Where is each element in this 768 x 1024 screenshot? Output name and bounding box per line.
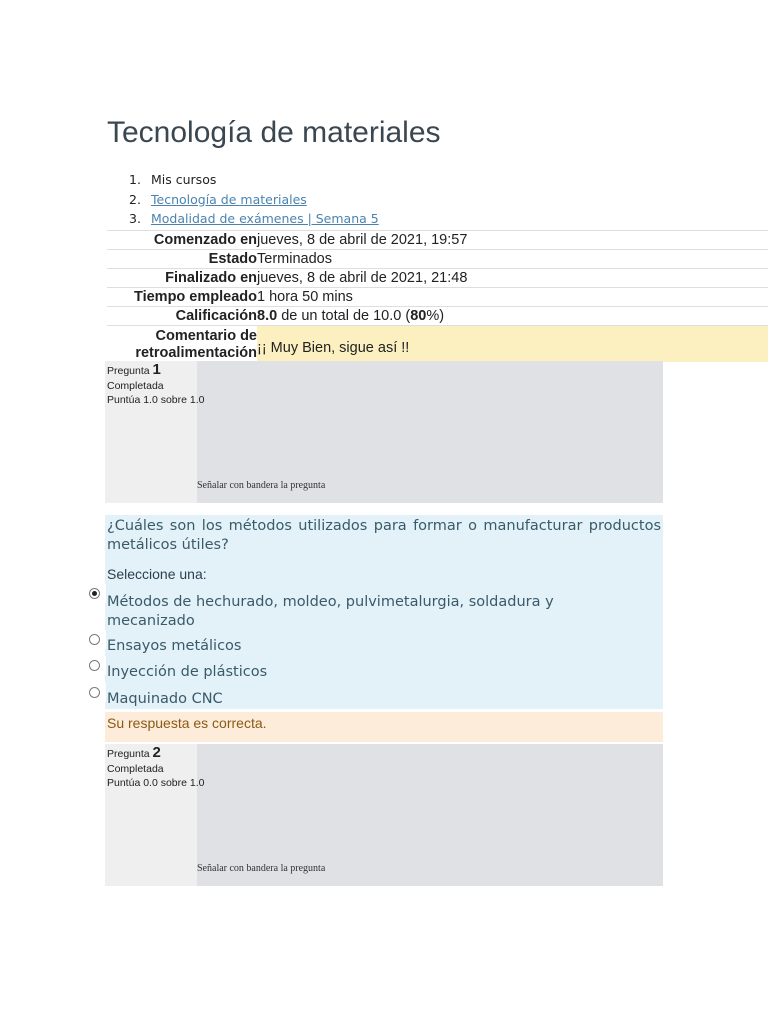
summary-row-grade — [107, 307, 768, 326]
answer-feedback — [105, 712, 663, 742]
grade-percent: 80 — [410, 308, 427, 324]
answer-prompt: Seleccione una: — [107, 566, 207, 582]
breadcrumb-item — [129, 170, 749, 190]
breadcrumb-exam-link[interactable]: Modalidad de exámenes | Semana 5 — [151, 211, 379, 226]
question-heading — [107, 363, 205, 379]
grade-percent-suffix: %) — [426, 308, 445, 324]
question-label: Pregunta — [107, 748, 150, 760]
radio-circle-icon — [89, 588, 100, 599]
question-state: Completada — [107, 379, 164, 392]
question-state: Completada — [107, 762, 164, 775]
breadcrumb-number: 2. — [129, 191, 141, 207]
breadcrumb-course-link[interactable]: Tecnología de materiales — [151, 191, 307, 207]
question-score: Puntúa 1.0 sobre 1.0 — [107, 394, 205, 406]
grade-label: Calificación — [107, 307, 257, 326]
radio-circle-icon — [89, 660, 100, 671]
question-label: Pregunta — [107, 365, 150, 377]
finished-value: jueves, 8 de abril de 2021, 21:48 — [257, 269, 768, 288]
flag-question-link[interactable]: Señalar con bandera la pregunta — [197, 480, 326, 491]
grade-total-text: de un total de 10.0 ( — [277, 308, 411, 324]
answer-feedback-text: Su respuesta es correcta. — [107, 715, 267, 731]
answer-option-1[interactable]: Métodos de hechurado, moldeo, pulvimetalurgia, soldadura y mecanizado — [107, 594, 554, 629]
feedback-label-line1: Comentario de — [155, 328, 257, 344]
question-meta — [107, 363, 205, 408]
breadcrumb-item — [129, 190, 749, 210]
summary-row-started — [107, 231, 768, 250]
answer-radio-4[interactable] — [82, 683, 106, 702]
breadcrumb-item — [129, 209, 749, 229]
summary-row-feedback — [107, 326, 768, 363]
radio-circle-icon — [89, 687, 100, 698]
grade-score: 8.0 — [257, 308, 278, 324]
breadcrumb — [129, 170, 749, 229]
time-label: Tiempo empleado — [107, 288, 257, 307]
state-label: Estado — [107, 250, 257, 269]
feedback-label-line2: retroalimentación — [135, 345, 257, 361]
feedback-value: ¡¡ Muy Bien, sigue así !! — [257, 326, 768, 363]
summary-row-time — [107, 288, 768, 307]
answer-option-2[interactable]: Ensayos metálicos — [107, 638, 242, 654]
flag-question-link[interactable]: Señalar con bandera la pregunta — [197, 863, 326, 874]
time-value: 1 hora 50 mins — [257, 288, 768, 307]
breadcrumb-number: 1. — [129, 172, 141, 187]
answer-option-4[interactable]: Maquinado CNC — [107, 691, 223, 707]
question-meta — [107, 746, 205, 791]
answer-radio-2[interactable] — [82, 630, 106, 649]
summary-row-state — [107, 250, 768, 269]
started-label: Comenzado en — [107, 231, 257, 250]
summary-row-finished — [107, 269, 768, 288]
answer-option-3[interactable]: Inyección de plásticos — [107, 664, 268, 680]
question-score: Puntúa 0.0 sobre 1.0 — [107, 777, 205, 789]
attempt-summary-table — [107, 230, 768, 362]
radio-circle-icon — [89, 634, 100, 645]
question-1-formulation — [105, 515, 663, 709]
answer-radio-3[interactable] — [82, 656, 106, 675]
radio-selected-dot-icon — [92, 591, 97, 596]
question-heading — [107, 746, 205, 762]
answer-radio-1[interactable] — [82, 584, 106, 603]
page-title: Tecnología de materiales — [107, 116, 441, 149]
state-value: Terminados — [257, 250, 768, 269]
finished-label: Finalizado en — [107, 269, 257, 288]
question-number: 1 — [152, 361, 161, 378]
breadcrumb-number: 3. — [129, 211, 141, 226]
started-value: jueves, 8 de abril de 2021, 19:57 — [257, 231, 768, 250]
breadcrumb-my-courses: Mis cursos — [151, 172, 217, 187]
question-text: ¿Cuáles son los métodos utilizados para formar o manufacturar productos metálicos útiles? — [107, 518, 661, 553]
grade-value — [257, 307, 768, 326]
question-number: 2 — [152, 744, 161, 761]
question-1-info — [105, 361, 663, 503]
question-2-info — [105, 744, 663, 886]
feedback-label — [107, 326, 257, 363]
